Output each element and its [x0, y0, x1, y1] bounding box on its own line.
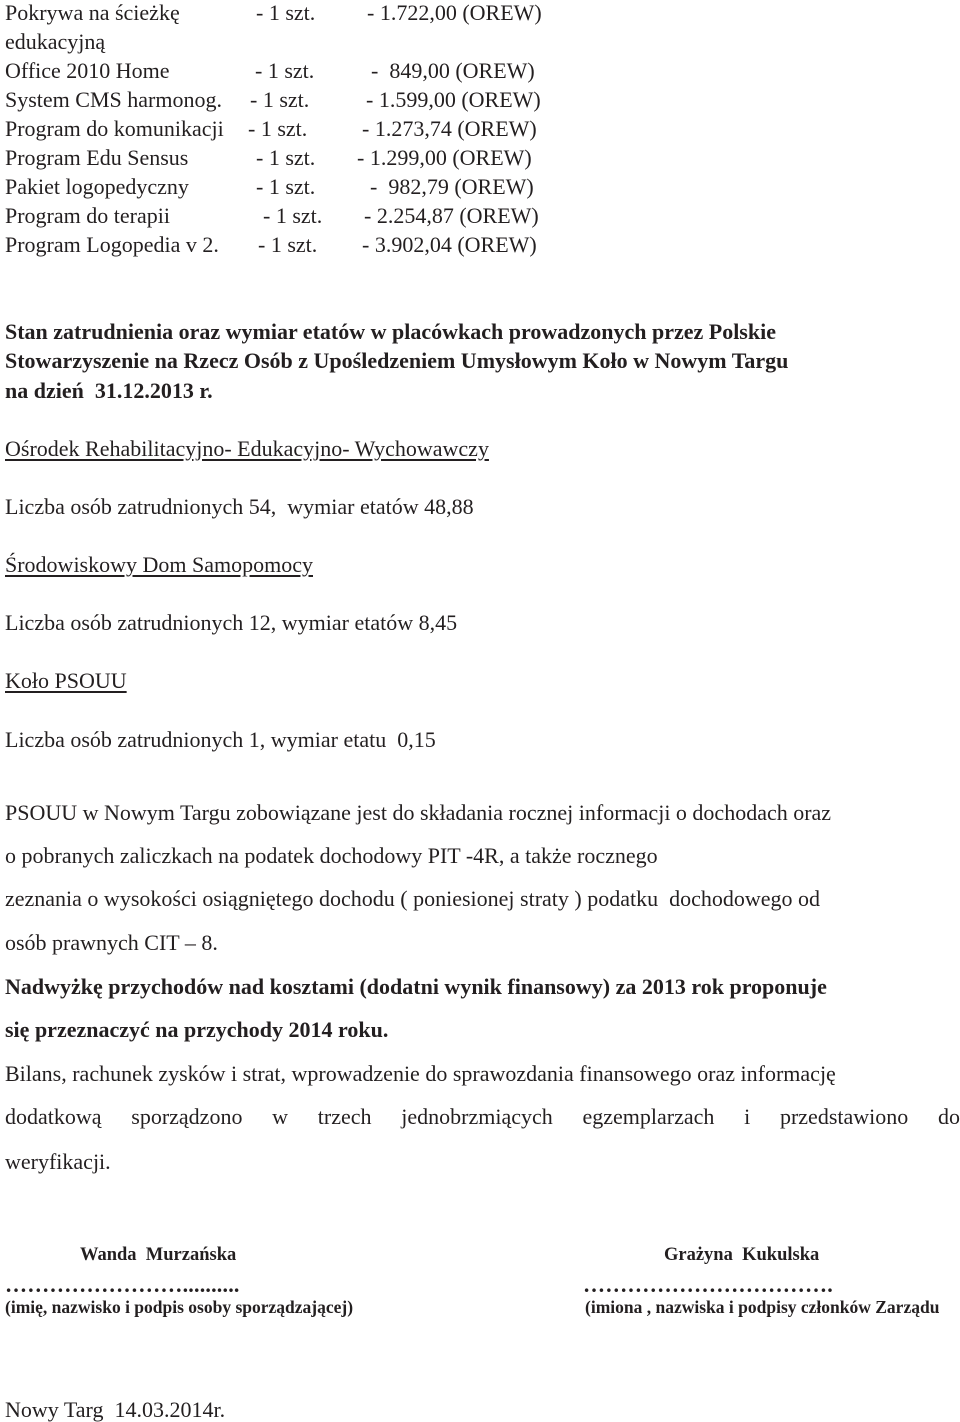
paragraph-line: się przeznaczyć na przychody 2014 roku.: [5, 1017, 389, 1042]
unit-detail: Liczba osób zatrudnionych 12, wymiar etatów 8,45: [5, 610, 458, 635]
unit-detail: Liczba osób zatrudnionych 54, wymiar etatów 48,88: [5, 494, 474, 519]
item-name: System CMS harmonog.: [5, 87, 222, 112]
heading-line: na dzień 31.12.2013 r.: [5, 378, 213, 403]
item-amount: - 3.902,04 (OREW): [362, 232, 537, 257]
paragraph-line: Nadwyżkę przychodów nad kosztami (dodatni wynik finansowy) za 2013 rok proponuje: [5, 974, 827, 999]
place-date: Nowy Targ 14.03.2014r.: [5, 1397, 226, 1422]
signature-dots: …………………………….: [583, 1272, 833, 1297]
item-amount: - 1.299,00 (OREW): [357, 145, 532, 170]
item-qty: - 1 szt.: [263, 203, 323, 228]
item-amount: - 1.273,74 (OREW): [362, 116, 537, 141]
item-qty: - 1 szt.: [256, 0, 316, 25]
signature-caption: (imię, nazwisko i podpis osoby sporządzającej): [5, 1297, 354, 1317]
item-qty: - 1 szt.: [256, 145, 316, 170]
heading-line: Stan zatrudnienia oraz wymiar etatów w placówkach prowadzonych przez Polskie: [5, 319, 776, 344]
item-amount: - 982,79 (OREW): [370, 174, 534, 199]
unit-detail: Liczba osób zatrudnionych 1, wymiar etatu 0,15: [5, 727, 436, 752]
paragraph-line: Bilans, rachunek zysków i strat, wprowadzenie do sprawozdania finansowego oraz informację: [5, 1061, 836, 1086]
item-qty: - 1 szt.: [256, 174, 316, 199]
item-name: Pokrywa na ścieżkę: [5, 0, 180, 25]
item-amount: - 1.722,00 (OREW): [367, 0, 542, 25]
paragraph-line: osób prawnych CIT – 8.: [5, 930, 218, 955]
item-amount: - 849,00 (OREW): [371, 58, 535, 83]
item-amount: - 2.254,87 (OREW): [364, 203, 539, 228]
unit-name: Koło PSOUU: [5, 668, 127, 693]
item-qty: - 1 szt.: [248, 116, 308, 141]
signature-dots: ……………………..........: [5, 1272, 240, 1297]
paragraph-line: weryfikacji.: [5, 1149, 111, 1174]
item-name: Program Logopedia v 2.: [5, 232, 219, 257]
paragraph-line: zeznania o wysokości osiągniętego dochodu ( poniesionej straty ) podatku dochodowego od: [5, 886, 821, 911]
unit-name: Ośrodek Rehabilitacyjno- Edukacyjno- Wychowawczy: [5, 436, 489, 461]
item-qty: - 1 szt.: [255, 58, 315, 83]
item-name: Program do komunikacji: [5, 116, 224, 141]
heading-line: Stowarzyszenie na Rzecz Osób z Upośledzeniem Umysłowym Koło w Nowym Targu: [5, 348, 789, 373]
signature-caption: (imiona , nazwiska i podpisy członków Zarządu: [585, 1297, 940, 1317]
item-qty: - 1 szt.: [258, 232, 318, 257]
paragraph-line: PSOUU w Nowym Targu zobowiązane jest do składania rocznej informacji o dochodach oraz: [5, 800, 832, 825]
item-name: Pakiet logopedyczny: [5, 174, 189, 199]
item-name: edukacyjną: [5, 29, 106, 54]
item-amount: - 1.599,00 (OREW): [366, 87, 541, 112]
paragraph-line: dodatkową sporządzono w trzech jednobrzmiących egzemplarzach i przedstawiono do: [5, 1104, 960, 1129]
item-qty: - 1 szt.: [250, 87, 310, 112]
item-name: Program do terapii: [5, 203, 170, 228]
item-name: Program Edu Sensus: [5, 145, 189, 170]
signer-name: Grażyna Kukulska: [664, 1245, 820, 1265]
unit-name: Środowiskowy Dom Samopomocy: [5, 552, 313, 577]
item-name: Office 2010 Home: [5, 58, 170, 83]
signer-name: Wanda Murzańska: [80, 1245, 237, 1265]
paragraph-line: o pobranych zaliczkach na podatek dochodowy PIT -4R, a także rocznego: [5, 843, 658, 868]
